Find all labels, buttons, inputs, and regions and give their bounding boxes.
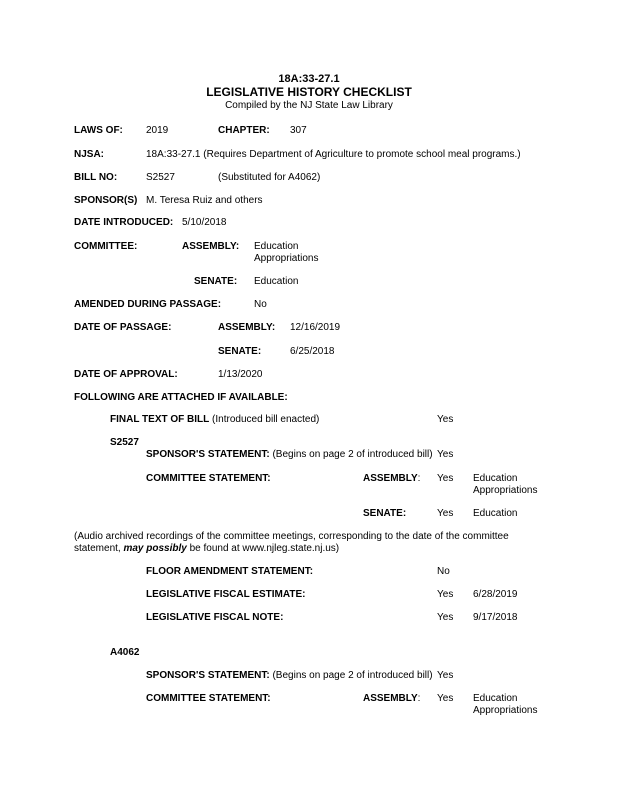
passage-assembly-value: 12/16/2019 [290,322,341,333]
a4062-sponsor-note: (Begins on page 2 of introduced bill) [272,670,433,681]
a4062-assembly-row [363,693,420,705]
fiscal-note-value: Yes [437,612,454,623]
s2527-sponsor-row [146,449,433,461]
page-title: LEGISLATIVE HISTORY CHECKLIST [206,85,412,99]
a4062-assembly-colon: : [417,693,421,704]
fiscal-note-label: LEGISLATIVE FISCAL NOTE: [146,612,284,623]
a4062-sponsor-label: SPONSOR'S STATEMENT: [146,670,270,681]
njsa-label: NJSA: [74,149,105,160]
bill-no-label: BILL NO: [74,172,118,183]
audio-note-pre: statement, [74,543,124,554]
final-text-note: (Introduced bill enacted) [212,414,320,425]
s2527-assembly-committee-1: Education [473,473,518,484]
sponsor-label: SPONSOR(S) [74,195,138,206]
committee-assembly-2: Appropriations [254,253,319,264]
compiled-by: Compiled by the NJ State Law Library [225,100,393,111]
laws-of-value: 2019 [146,125,169,136]
committee-label: COMMITTEE: [74,241,138,252]
final-text-value: Yes [437,414,454,425]
floor-amendment-value: No [437,566,450,577]
s2527-senate-committee: Education [473,508,518,519]
s2527-heading: S2527 [110,437,139,448]
final-text-row [110,414,319,426]
fiscal-estimate-value: Yes [437,589,454,600]
a4062-heading: A4062 [110,647,140,658]
chapter-label: CHAPTER: [218,125,270,136]
a4062-assembly-committee-2: Appropriations [473,705,538,716]
a4062-sponsor-value: Yes [437,670,454,681]
fiscal-estimate-date: 6/28/2019 [473,589,518,600]
njsa-value: 18A:33-27.1 (Requires Department of Agriculture to promote school meal programs.) [146,149,521,160]
date-approval-value: 1/13/2020 [218,369,263,380]
amended-value: No [254,299,267,310]
laws-of-label: LAWS OF: [74,125,123,136]
s2527-sponsor-value: Yes [437,449,454,460]
a4062-assembly-committee-1: Education [473,693,518,704]
s2527-assembly-value: Yes [437,473,454,484]
final-text-label: FINAL TEXT OF BILL [110,414,210,425]
amended-label: AMENDED DURING PASSAGE: [74,299,222,310]
following-heading: FOLLOWING ARE ATTACHED IF AVAILABLE: [74,392,288,403]
fiscal-estimate-label: LEGISLATIVE FISCAL ESTIMATE: [146,589,306,600]
audio-note-line2 [74,543,339,555]
s2527-senate-label: SENATE: [363,508,407,519]
s2527-assembly-colon: : [417,473,421,484]
passage-assembly-label: ASSEMBLY: [218,322,276,333]
s2527-senate-value: Yes [437,508,454,519]
passage-senate-label: SENATE: [218,346,262,357]
s2527-sponsor-note: (Begins on page 2 of introduced bill) [272,449,433,460]
sponsor-value: M. Teresa Ruiz and others [146,195,263,206]
audio-note-post: be found at www.njleg.state.nj.us) [186,543,340,554]
fiscal-note-date: 9/17/2018 [473,612,518,623]
s2527-assembly-committee-2: Appropriations [473,485,538,496]
chapter-value: 307 [290,125,307,136]
committee-assembly-1: Education [254,241,299,252]
cite-heading: 18A:33-27.1 [278,73,340,85]
s2527-sponsor-label: SPONSOR'S STATEMENT: [146,449,270,460]
committee-senate-label: SENATE: [194,276,238,287]
audio-note-line1: (Audio archived recordings of the committee meetings, corresponding to the date of the committee [74,531,509,542]
date-approval-label: DATE OF APPROVAL: [74,369,178,380]
committee-assembly-label: ASSEMBLY: [182,241,240,252]
passage-senate-value: 6/25/2018 [290,346,335,357]
date-introduced-label: DATE INTRODUCED: [74,217,174,228]
committee-senate-value: Education [254,276,299,287]
bill-no-note: (Substituted for A4062) [218,172,321,183]
a4062-sponsor-row [146,670,433,682]
s2527-assembly-row [363,473,420,485]
bill-no-value: S2527 [146,172,175,183]
a4062-committee-label: COMMITTEE STATEMENT: [146,693,271,704]
s2527-committee-label: COMMITTEE STATEMENT: [146,473,271,484]
date-passage-label: DATE OF PASSAGE: [74,322,172,333]
floor-amendment-label: FLOOR AMENDMENT STATEMENT: [146,566,314,577]
a4062-assembly-label: ASSEMBLY [363,693,418,704]
s2527-assembly-label: ASSEMBLY [363,473,418,484]
date-introduced-value: 5/10/2018 [182,217,227,228]
a4062-assembly-value: Yes [437,693,454,704]
audio-note-emph: may possibly [123,543,187,554]
